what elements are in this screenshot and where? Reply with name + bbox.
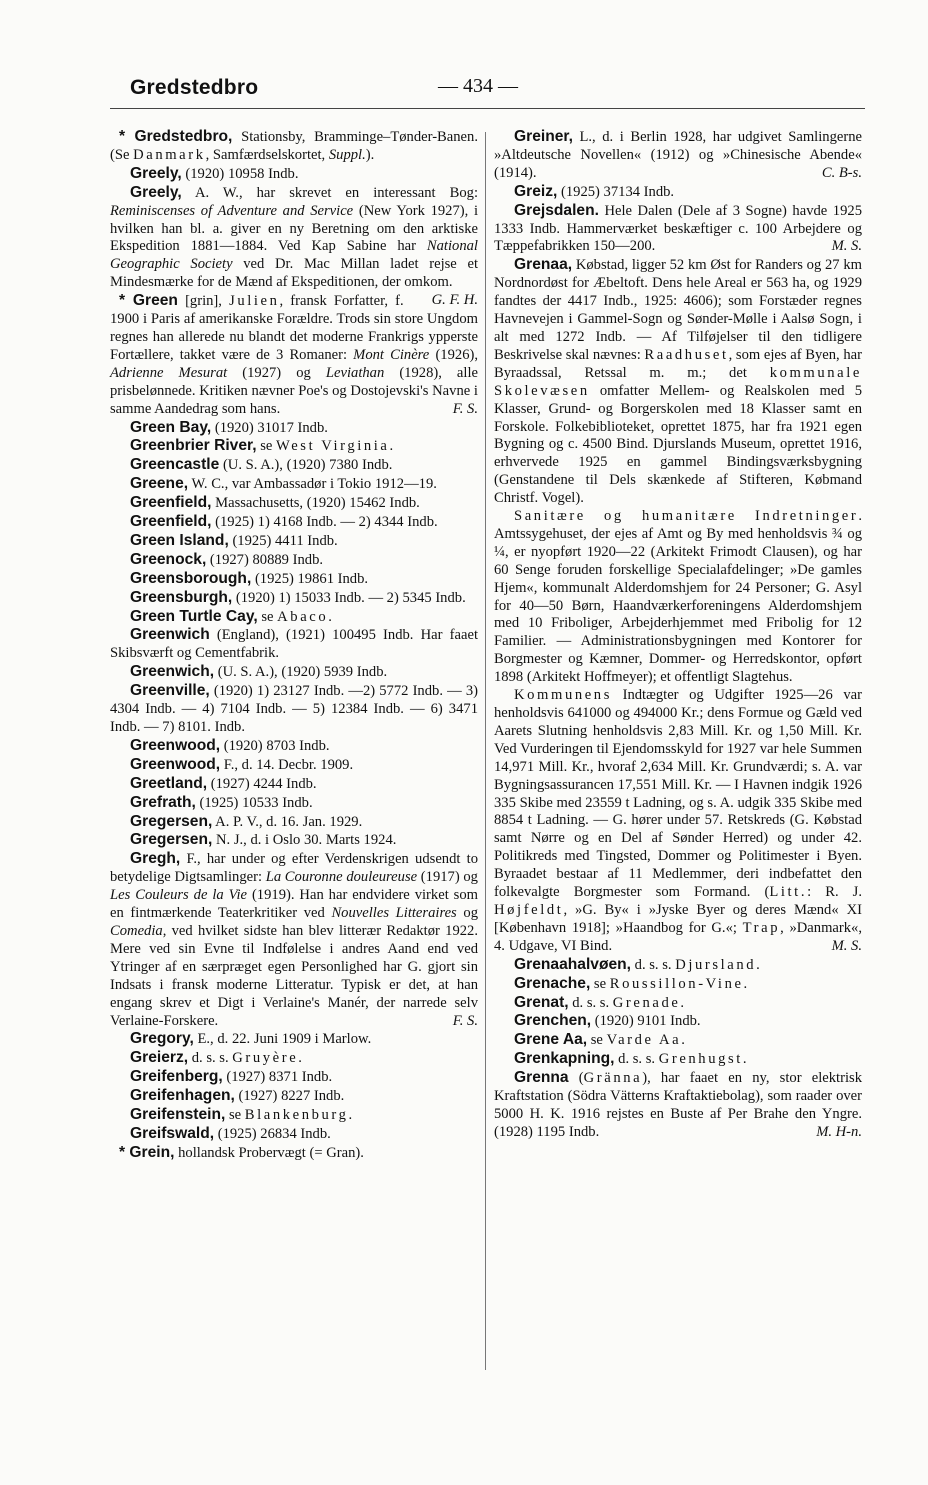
spaced-text: Danmark — [133, 146, 206, 163]
asterisk-mark: * — [119, 128, 135, 145]
spaced-text: Julien — [229, 293, 280, 310]
asterisk-mark: * — [119, 292, 133, 310]
entry-text: omfatter Mellem- og Realskolen med 5 Klasser, Grund- og Borgerskolen med 18 Klasser samt en Forskole. Folkebiblioteket, oprettet 1875, har fra 1921 egen Bygning og c. 4500 Bind. Djurslands Museum, oprettet 1916, erhvervede 1925 en gammel Bindingsværksbygning (Genstandene til Dels skænkede af Stifteren, Købmand Christf. Vogel). — [494, 382, 862, 507]
entry — [494, 1069, 862, 1142]
entry-text: og — [456, 905, 478, 922]
entry — [494, 687, 862, 956]
entry-headword: Greifswald, — [130, 1124, 215, 1142]
entry-text: . — [681, 1032, 685, 1049]
entry-text: (1925) 19861 Indb. — [251, 570, 369, 587]
italic-text: National Geographic Society — [110, 238, 478, 273]
entry — [110, 608, 478, 627]
spaced-text: Gruyère — [232, 1050, 299, 1067]
entry-text: , fransk Forfatter, f. 1900 i Paris af amerikanske Forældre. Trods sin store Ungdom regnes han allerede nu blandt det moderne Frankrigs ypperste Fortællere, takket være de 3 Romaner: — [110, 293, 478, 363]
entry — [110, 513, 478, 532]
entry-headword: Greenville, — [130, 682, 210, 700]
entry-headword: Green Bay, — [130, 418, 212, 436]
entry-headword: Greifenberg, — [130, 1068, 223, 1086]
spaced-text: Roussillon-Vine — [609, 975, 744, 992]
entry-text: A. P. V., d. 16. Jan. 1929. — [212, 813, 363, 830]
entry-headword: Greenwich, — [130, 663, 215, 681]
entry-text: (1927) 4244 Indb. — [207, 775, 317, 792]
entry — [110, 419, 478, 438]
italic-text: Reminiscenses of Adventure and Service — [110, 202, 354, 219]
entry-headword: Greenwood, — [130, 755, 221, 773]
entry — [494, 1012, 862, 1031]
spaced-text: Raadhuset — [644, 346, 729, 363]
entry-text: , ved hvilket sidste han blev litterær Redaktør 1922. Mere ved sin Evne til Indfølelse i andres Aand end ved Ytringer af en særpræget egen Personlighed har G. gjort sin Indsats i fransk moderne Litteratur. Typisk er det, at han engang skrev et Digt i Verlaine's Manér, der narrede selv Verlaine-Forskere. — [110, 922, 478, 1029]
entry-headword: Greenfield, — [130, 513, 212, 531]
entry — [110, 292, 478, 418]
spaced-text: Trap — [742, 919, 781, 936]
entry-headword: Gredstedbro, — [134, 128, 233, 145]
entry-text: . — [742, 1051, 747, 1068]
entry-text: . — [756, 956, 760, 973]
entry — [110, 831, 478, 850]
entry — [110, 494, 478, 513]
entry-text: . — [743, 975, 748, 992]
entry-text: d. s. s. — [568, 994, 613, 1011]
entry-headword: Grenkapning, — [514, 1050, 615, 1068]
author-signature: M. H-n. — [816, 1123, 862, 1140]
entry — [110, 1125, 478, 1144]
entry-text: (1919). Han har endvidere virket som en fintmærkende Teaterkritiker ved — [110, 887, 479, 922]
entry — [494, 202, 862, 257]
italic-text: Adrienne Mesurat — [110, 364, 228, 381]
entry-text: se — [256, 438, 277, 455]
author-signature: G. F. H. — [431, 292, 478, 309]
entry-text: (1925) 10533 Indb. — [195, 794, 313, 811]
entry-text: (1925) 26834 Indb. — [214, 1125, 331, 1142]
entry-text: ). — [365, 146, 375, 163]
italic-text: La Couronne douleureuse — [265, 869, 418, 886]
entry — [110, 475, 478, 494]
entry-headword: Greenock, — [130, 550, 207, 568]
entry-headword: Greensborough, — [130, 569, 252, 587]
entry-headword: Greiner, — [514, 128, 573, 145]
entry — [110, 775, 478, 794]
entry-text: W. C., var Ambassadør i Tokio 1912—19. — [188, 476, 437, 493]
entry — [110, 756, 478, 775]
entry-headword: Gregersen, — [130, 831, 213, 849]
entry-headword: Grenna — [514, 1069, 569, 1087]
entry-headword: Greenwich — [130, 626, 210, 644]
entry-text: (1920) 10958 Indb. — [181, 165, 299, 182]
entry — [110, 1068, 478, 1087]
spaced-text: Varde Aa — [606, 1032, 682, 1049]
spaced-text: Grenade — [612, 994, 681, 1011]
author-signature: C. B-s. — [821, 164, 862, 181]
entry — [110, 813, 478, 832]
entry — [110, 437, 478, 456]
author-signature: M. S. — [831, 937, 862, 954]
entry — [494, 508, 862, 687]
entry-headword: Grejsdalen. — [514, 201, 599, 219]
entry-text: L., d. i Berlin 1928, har udgivet Samlingerne »Altdeutsche Novellen« (1912) og »Chinesische Abende« (1914). — [494, 129, 862, 181]
entry — [110, 532, 478, 551]
entry-headword: Green Island, — [130, 531, 229, 549]
right-column — [494, 128, 862, 1142]
entry — [494, 1050, 862, 1069]
entry — [494, 128, 862, 183]
spaced-text: Litt. — [769, 884, 808, 901]
entry-headword: Grefrath, — [130, 793, 196, 811]
entry-text: . Amtssygehuset, der ejes af Amt og By med henholdsvis ¾ og ¼, er nyopført 1920—22 (Arkitekt Frimodt Clausen), og har 60 Senge foruden forskellige Specialafdelinger; »De gamles Hjem«, kommunalt Alderdomshjem for 24 Personer; G. Asyl for 40—50 Børn, Haandværkerforeningens Alderdomshjem med 10 Friboliger, Arbejderhjemmet med Fribolig for 12 Familier. — Administrationsbygningen med Kontorer for Borgmester og Kæmner, Dommer- og Herredskontor, opført 1898 (Arkitekt Hoffmeyer); et offentligt Slagtehus. — [494, 508, 862, 686]
entry-headword: Greifenhagen, — [130, 1087, 235, 1105]
entry-text: d. s. s. — [188, 1050, 233, 1067]
entry-text: (1917) og — [417, 869, 478, 886]
entry — [494, 256, 862, 508]
italic-text: Suppl. — [328, 146, 366, 163]
entry-headword: Gregh, — [130, 850, 181, 868]
entry — [494, 956, 862, 975]
entry — [494, 975, 862, 994]
author-signature: F. S. — [452, 400, 478, 417]
entry — [110, 165, 478, 184]
entry-text: ( — [568, 1070, 584, 1087]
entry-headword: Grein, — [129, 1143, 175, 1161]
entry-text: . — [298, 1050, 302, 1067]
entry-headword: Grene Aa, — [514, 1031, 588, 1049]
entry-headword: Greenwood, — [130, 736, 221, 754]
entry-text: . — [389, 438, 394, 455]
entry — [110, 682, 478, 737]
entry — [110, 1106, 478, 1125]
entry — [110, 1144, 478, 1163]
entry-text: Massachusetts, (1920) 15462 Indb. — [211, 495, 420, 512]
entry-text: , »Danmark«, 4. Udgave, VI Bind. — [494, 919, 862, 954]
entry-text: (U. S. A.), (1920) 5939 Indb. — [214, 664, 388, 681]
entry-headword: Grenaahalvøen, — [514, 955, 631, 973]
entry-headword: Greifenstein, — [130, 1106, 226, 1124]
entry — [494, 994, 862, 1013]
entry-text: (1926), — [429, 346, 478, 363]
entry-headword: Grenaa, — [514, 256, 573, 274]
entry-headword: Greene, — [130, 475, 189, 493]
entry-headword: Grenchen, — [514, 1012, 592, 1030]
entry-headword: Greenfield, — [130, 494, 212, 512]
entry-text: . — [680, 994, 685, 1011]
entry-text: (1925) 37134 Indb. — [557, 183, 675, 200]
running-head: Gredstedbro — [130, 76, 259, 99]
author-signature: M. S. — [831, 238, 862, 255]
entry-text: (1927) 8227 Indb. — [234, 1088, 345, 1105]
entry-text: . — [328, 608, 332, 625]
entry-headword: Greenbrier River, — [130, 437, 257, 455]
spaced-text: Højfeldt — [494, 901, 564, 918]
entry — [110, 850, 478, 1030]
spaced-text: Sanitære og humanitære Indretninger — [514, 508, 859, 525]
entry-text: d. s. s. — [631, 956, 676, 973]
entry-headword: Gregory, — [130, 1030, 194, 1048]
entry-text: (1925) 4411 Indb. — [228, 532, 338, 549]
entry-text: (1928), alle prisbelønnede. Kritiken nævner Poe's og Dostojevski's Navne i samme Aandedrag som hans. — [110, 364, 478, 417]
entry — [494, 183, 862, 202]
entry-text: F., d. 14. Decbr. 1909. — [220, 756, 354, 773]
entry-headword: Greensburgh, — [130, 588, 233, 606]
entry-headword: Gregersen, — [130, 812, 213, 830]
entry-text: A. W., har skrevet en interessant Bog: — [181, 184, 478, 201]
entry-text: . — [348, 1107, 353, 1124]
entry-text: d. s. s. — [614, 1051, 659, 1068]
italic-text: Leviathan — [325, 364, 385, 381]
entry-text: Indtægter og Udgifter 1925—26 var henholdsvis 641000 og 494000 Kr.; dens Formue og Gæld ved Aarets Slutning henholdsvis 2,83 Mill. Kr. og 1,50 Mill. Kr. Ved Vurderingen til Ejendomsskyld for 1927 var hele Summen 14,971 Mill. Kr., hvoraf 2,634 Mill. Kr. Grundværdi; s. A. var Bygningsassurancen 17,551 Mill. Kr. — I Havnen indgik 1926 335 Skibe med 23559 t Ladning, og s. A. udgik 335 Skibe med 8854 t Ladning. — G. hører under 57. Retskreds (G. Købstad samt Nørre og en Del af Sønder Herred) og under 42. Politikreds med Tingsted, Dommer og Politimester i Byen. Byraadet bestaar af 11 Medlemmer, deri indbefattet den folkevalgte Borgmester som Formand. ( — [494, 687, 862, 901]
entry — [110, 1049, 478, 1068]
spaced-text: West Virginia — [276, 438, 390, 455]
italic-text: Nouvelles Litteraires — [331, 905, 457, 922]
entry — [110, 794, 478, 813]
entry-text: se — [590, 975, 610, 992]
spaced-text: Djursland — [675, 956, 757, 973]
entry-text: (1920) 8703 Indb. — [220, 737, 330, 754]
entry — [494, 1031, 862, 1050]
spaced-text: kommunale Skolevæsen — [494, 364, 862, 399]
entry-text: (1920) 9101 Indb. — [591, 1013, 701, 1030]
entry-text: (1920) 31017 Indb. — [211, 419, 328, 436]
entry-headword: Green — [132, 292, 178, 310]
entry-text: Hele Dalen (Dele af 3 Sogne) havde 1925 1333 Indb. Hammerværket beskæftiger c. 100 Arbejdere og Tæppefabrikken 150—200. — [494, 202, 862, 255]
entry — [110, 1030, 478, 1049]
entry-text: ved Dr. Mac Millan ladet rejse et Mindesmærke for de Mænd af Ekspeditionen, der omkom. — [110, 256, 479, 291]
spaced-text: Abaco — [277, 608, 329, 625]
entry — [110, 663, 478, 682]
column-divider — [485, 132, 486, 1370]
entry — [110, 626, 478, 663]
spaced-text: Blankenburg — [244, 1107, 349, 1124]
entry-headword: Green Turtle Cay, — [130, 607, 258, 625]
entry-text: (England), (1921) 100495 Indb. Har faaet Skibsværft og Cementfabrik. — [110, 627, 478, 662]
entry-text: : R. J. — [807, 884, 863, 901]
entry-text: , Samfærdselskortet, — [205, 146, 329, 163]
entry — [110, 456, 478, 475]
italic-text: Comedia — [110, 922, 163, 939]
entry-text: (1927) 80889 Indb. — [206, 551, 324, 568]
entry-text: (New York 1927), i hvilken han bl. a. giver en ny Beretning om den arktiske Ekspedition 1881—1884. Ved Kap Sabine har — [110, 202, 479, 255]
entry-text: (1925) 1) 4168 Indb. — 2) 4344 Indb. — [211, 514, 438, 531]
asterisk-mark: * — [119, 1143, 130, 1161]
entry-text: (1927) og — [227, 364, 326, 381]
spaced-text: Gränna — [583, 1070, 643, 1087]
entry-text: se — [587, 1032, 607, 1049]
entry-text: E., d. 22. Juni 1909 i Marlow. — [193, 1031, 372, 1048]
entry-text: ), har faaet en ny, stor elektrisk Kraftstation (Södra Vätterns Kraftaktiebolag), som raader over 5000 H. K. 1916 rejstes en Buste af Per Brahe den Yngre. (1928) 1195 Indb. — [494, 1070, 862, 1140]
entry — [110, 128, 478, 165]
entry — [110, 589, 478, 608]
entry — [110, 737, 478, 756]
italic-text: Mont Cinère — [353, 346, 430, 363]
entry-text: hollandsk Probervægt (= Gran). — [174, 1144, 364, 1161]
entry-text: se — [257, 608, 278, 625]
entry — [110, 551, 478, 570]
entry-headword: Grenat, — [514, 993, 569, 1011]
spaced-text: Kommunens — [514, 687, 612, 704]
page-number: — 434 — — [438, 75, 518, 97]
spaced-text: Grenhugst — [658, 1051, 743, 1068]
entry-headword: Grenache, — [514, 974, 591, 992]
entry-text: (1920) 1) 23127 Indb. —2) 5772 Indb. — 3) 4304 Indb. — 4) 7104 Indb. — 5) 12384 Indb. — 6) 3471 Indb. — 7) 8101. Indb. — [110, 683, 478, 735]
entry-text: (1920) 1) 15033 Indb. — 2) 5345 Indb. — [232, 589, 466, 606]
entry-text: [grin], — [177, 293, 230, 310]
italic-text: Les Couleurs de la Vie — [110, 887, 248, 904]
entry-text: F., har under og efter Verdenskrigen udsendt to betydelige Digtsamlinger: — [110, 851, 478, 886]
entry — [110, 1087, 478, 1106]
entry-text: N. J., d. i Oslo 30. Marts 1924. — [212, 832, 397, 849]
entry-text: Stationsby, Bramminge–Tønder-Banen. (Se — [110, 129, 478, 163]
entry-text: (1927) 8371 Indb. — [222, 1069, 333, 1086]
entry-headword: Greiz, — [514, 182, 558, 200]
entry-headword: Greencastle — [130, 456, 220, 474]
author-signature: F. S. — [452, 1012, 478, 1029]
entry-headword: Greierz, — [130, 1049, 189, 1067]
entry-text: (U. S. A.), (1920) 7380 Indb. — [219, 457, 393, 474]
entry-headword: Greetland, — [130, 774, 208, 792]
entry-text: , »G. By« i »Jyske Byer og deres Mænd« XI [København 1918]; »Haandbog for G.«; — [494, 901, 862, 936]
entry — [110, 570, 478, 589]
left-column — [110, 128, 478, 1163]
entry-text: Købstad, ligger 52 km Øst for Randers og 27 km Nordnordøst for Æbeltoft. Dens hele Areal er 563 ha, og 1929 fandtes der 4417 Indb., 1925: 4606); som Forstæder regnes Havnevejen i Gammel-Sogn og Sønder-Mølle i Aalsø Sogn, i alt med 1272 Indb. — Af Tilføjelser til den tidligere Beskrivelse skal nævnes: — [494, 257, 862, 363]
entry-headword: Greely, — [130, 183, 182, 201]
header-rule — [110, 108, 865, 109]
entry-text: , som ejes af Byen, har Byraadssal, Retssal m. m.; det — [494, 346, 862, 381]
entry-headword: Greely, — [130, 164, 182, 182]
entry-text: se — [225, 1107, 245, 1124]
